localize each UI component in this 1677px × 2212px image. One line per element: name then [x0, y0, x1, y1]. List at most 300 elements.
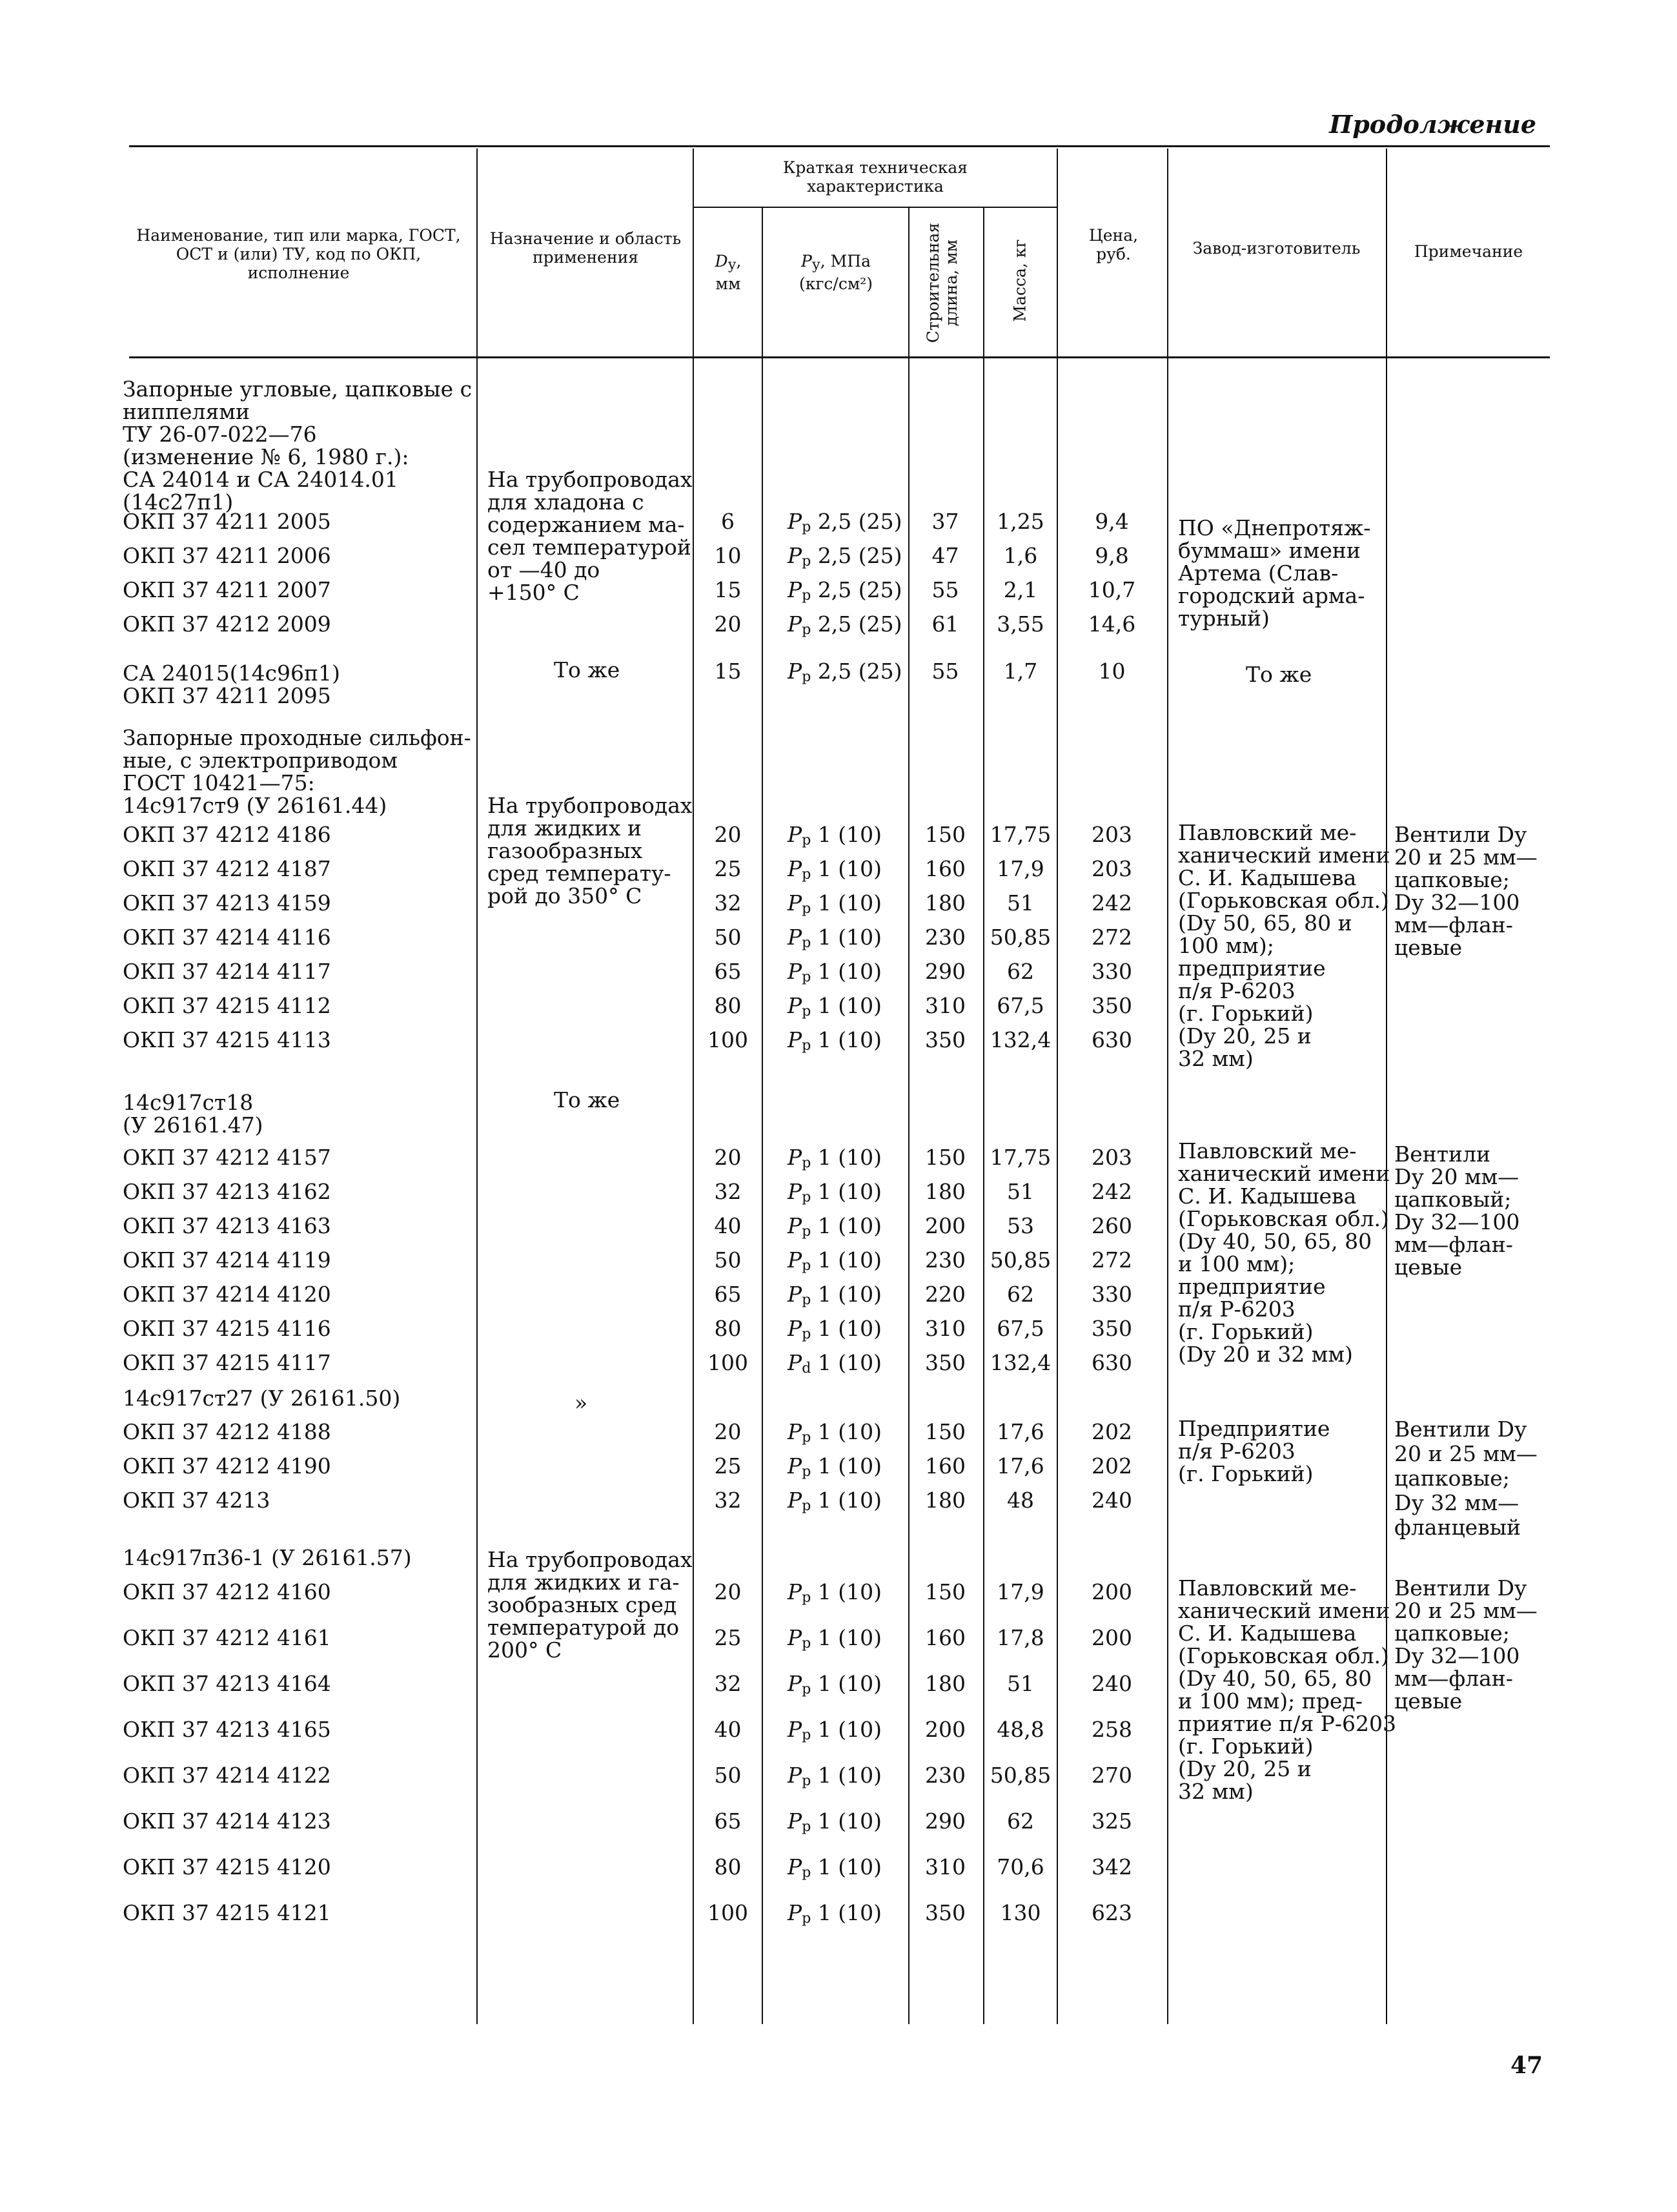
- price-value: 203: [1092, 856, 1132, 881]
- pressure-value: [788, 892, 882, 921]
- dy-value: 15: [714, 577, 742, 602]
- pressure-symbol: P: [788, 1579, 802, 1604]
- mass-value: 67,5: [997, 1316, 1044, 1341]
- length-value: 230: [925, 925, 966, 950]
- header-top-rule: [129, 145, 1550, 147]
- okp-code: ОКП 37 4215 4121: [123, 1900, 331, 1925]
- group4-purpose: То же: [554, 1087, 620, 1112]
- pressure-symbol: P: [788, 890, 802, 916]
- pressure-number: 1 (10): [817, 1419, 882, 1444]
- pressure-symbol: P: [788, 822, 802, 847]
- mass-value: 62: [1007, 959, 1034, 984]
- pressure-symbol: P: [788, 1282, 802, 1307]
- pressure-symbol: P: [788, 1854, 802, 1879]
- okp-code: ОКП 37 4211 2007: [123, 577, 331, 602]
- group6-note: Вентили Dу 20 и 25 мм— цапковые; Dу 32—100 мм—флан- цевые: [1394, 1575, 1538, 1714]
- dy-value: 25: [714, 1625, 742, 1650]
- pressure-value: [788, 1351, 882, 1380]
- dy-value: 32: [714, 1671, 742, 1696]
- pressure-symbol: P: [788, 1717, 802, 1742]
- pressure-value: [788, 1764, 882, 1793]
- pressure-number: 1 (10): [817, 1179, 882, 1204]
- length-value: 230: [925, 1763, 966, 1788]
- mass-value: 17,6: [997, 1453, 1044, 1479]
- mass-value: 17,75: [990, 1145, 1052, 1170]
- okp-code: ОКП 37 4212 4160: [123, 1579, 331, 1604]
- price-value: 260: [1092, 1213, 1132, 1238]
- header-note: Примечание: [1414, 242, 1523, 261]
- price-value: 325: [1092, 1808, 1132, 1834]
- length-value: 55: [931, 659, 959, 684]
- pressure-subscript: р: [802, 622, 811, 638]
- mass-value: 3,55: [997, 611, 1044, 637]
- pressure-number: 1 (10): [817, 822, 882, 847]
- pressure-number: 1 (10): [817, 1145, 882, 1170]
- pressure-number: 1 (10): [817, 1213, 882, 1238]
- pressure-symbol: P: [788, 1488, 802, 1513]
- dy-value: 10: [714, 543, 742, 568]
- pressure-value: [788, 1249, 882, 1278]
- pressure-number: 1 (10): [817, 890, 882, 916]
- length-value: 310: [925, 1854, 966, 1879]
- pressure-number: 1 (10): [817, 1027, 882, 1052]
- price-value: 200: [1092, 1625, 1132, 1650]
- header-dy: $D_у$, мм: [699, 252, 757, 293]
- pressure-subscript: р: [802, 935, 811, 951]
- length-value: 220: [925, 1282, 966, 1307]
- pressure-value: [788, 579, 902, 608]
- pressure-number: 1 (10): [817, 1350, 882, 1375]
- length-value: 160: [925, 1453, 966, 1479]
- pressure-number: 1 (10): [817, 1282, 882, 1307]
- length-value: 61: [931, 611, 959, 637]
- length-value: 180: [925, 1179, 966, 1204]
- header-bottom-rule: [129, 356, 1550, 358]
- mass-value: 17,6: [997, 1419, 1044, 1444]
- price-value: 203: [1092, 822, 1132, 847]
- okp-code: ОКП 37 4215 4112: [123, 993, 331, 1018]
- mass-value: 17,9: [997, 856, 1044, 881]
- header-price: Цена, руб.: [1088, 226, 1139, 263]
- dy-value: 20: [714, 611, 742, 637]
- okp-code: ОКП 37 4212 4157: [123, 1145, 331, 1170]
- dy-value: 65: [714, 959, 742, 984]
- pressure-symbol: P: [788, 959, 802, 984]
- pressure-number: 1 (10): [817, 1763, 882, 1788]
- pressure-symbol: P: [788, 543, 802, 568]
- mass-value: 1,25: [997, 509, 1044, 534]
- price-value: 10: [1098, 659, 1126, 684]
- pressure-symbol: P: [788, 1316, 802, 1341]
- group3-maker: Павловский ме- ханический имени С. И. Кадышева (Горьковская обл.) (Dу 50, 65, 80 и 100 мм); предприятие п/я Р-6203 (г. Горький) (Dу 20, 25 и 32 мм): [1178, 820, 1390, 1071]
- dy-value: 25: [714, 856, 742, 881]
- py-subscript: у: [811, 257, 820, 273]
- pressure-symbol: P: [788, 1671, 802, 1696]
- pressure-subscript: р: [802, 1429, 811, 1446]
- pressure-number: 1 (10): [817, 1625, 882, 1650]
- py-unit-alt: (кгс/см²): [798, 274, 873, 293]
- tech-subheader-rule: [694, 207, 1057, 208]
- pressure-value: [788, 613, 902, 642]
- pressure-subscript: р: [802, 1498, 811, 1514]
- pressure-value: [788, 510, 902, 539]
- group5-maker: Предприятие п/я Р-6203 (г. Горький): [1178, 1416, 1330, 1486]
- okp-code: ОКП 37 4213 4165: [123, 1717, 331, 1742]
- pressure-subscript: р: [802, 1038, 811, 1054]
- pressure-subscript: р: [802, 969, 811, 985]
- dy-value: 100: [707, 1900, 748, 1925]
- page-number: 47: [1510, 2052, 1543, 2079]
- mass-value: 130: [1000, 1900, 1041, 1925]
- okp-code: ОКП 37 4214 4116: [123, 925, 331, 950]
- length-value: 150: [925, 1419, 966, 1444]
- length-value: 200: [925, 1717, 966, 1742]
- pressure-subscript: р: [802, 519, 811, 535]
- mass-value: 17,75: [990, 822, 1052, 847]
- okp-code: ОКП 37 4214 4123: [123, 1808, 331, 1834]
- price-value: 240: [1092, 1488, 1132, 1513]
- length-value: 150: [925, 1145, 966, 1170]
- group5-purpose: »: [574, 1390, 588, 1415]
- length-value: 290: [925, 1808, 966, 1834]
- pressure-subscript: р: [802, 1865, 811, 1881]
- pressure-number: 1 (10): [817, 925, 882, 950]
- group2-maker: То же: [1246, 662, 1312, 687]
- dy-value: 25: [714, 1453, 742, 1479]
- col-rule-2: [693, 148, 694, 2024]
- pressure-subscript: р: [802, 1910, 811, 1927]
- pressure-number: 1 (10): [817, 1671, 882, 1696]
- pressure-symbol: P: [788, 993, 802, 1018]
- header-py: [767, 252, 905, 293]
- mass-value: 17,9: [997, 1579, 1044, 1604]
- dy-value: 20: [714, 822, 742, 847]
- pressure-value: [788, 660, 902, 689]
- price-value: 330: [1092, 1282, 1132, 1307]
- price-value: 9,4: [1095, 509, 1129, 534]
- pressure-number: 1 (10): [817, 1717, 882, 1742]
- pressure-symbol: P: [788, 1419, 802, 1444]
- price-value: 630: [1092, 1027, 1132, 1052]
- pressure-subscript: р: [802, 588, 811, 604]
- dy-value: 50: [714, 1247, 742, 1273]
- pressure-subscript: р: [802, 866, 811, 883]
- pressure-value: [788, 1029, 882, 1058]
- length-value: 350: [925, 1350, 966, 1375]
- pressure-symbol: P: [788, 1625, 802, 1650]
- price-value: 202: [1092, 1453, 1132, 1479]
- mass-value: 62: [1007, 1282, 1034, 1307]
- dy-subscript: у: [727, 257, 737, 273]
- pressure-value: [788, 1489, 882, 1518]
- okp-code: ОКП 37 4212 4187: [123, 856, 331, 881]
- pressure-subscript: р: [802, 553, 811, 569]
- price-value: 10,7: [1088, 577, 1136, 602]
- pressure-value: [788, 1420, 882, 1449]
- pressure-subscript: р: [802, 1681, 811, 1697]
- dy-value: 15: [714, 659, 742, 684]
- length-value: 55: [931, 577, 959, 602]
- okp-code: ОКП 37 4215 4116: [123, 1316, 331, 1341]
- mass-value: 48: [1007, 1488, 1034, 1513]
- pressure-number: 2,5 (25): [817, 509, 902, 534]
- dy-value: 80: [714, 1316, 742, 1341]
- mass-value: 132,4: [990, 1027, 1052, 1052]
- pressure-value: [788, 1581, 882, 1610]
- price-value: 200: [1092, 1579, 1132, 1604]
- okp-code: ОКП 37 4212 2009: [123, 611, 331, 637]
- group3-name: Запорные проходные сильфон- ные, с электроприводом ГОСТ 10421—75: 14с917ст9 (У 26161.44): [123, 725, 471, 818]
- pressure-subscript: р: [802, 1189, 811, 1205]
- pressure-subscript: р: [802, 1727, 811, 1743]
- pressure-symbol: P: [788, 1453, 802, 1479]
- price-value: 202: [1092, 1419, 1132, 1444]
- pressure-value: [788, 857, 882, 886]
- mass-value: 132,4: [990, 1350, 1052, 1375]
- group6-name: 14с917п36-1 (У 26161.57): [123, 1545, 412, 1570]
- mass-value: 50,85: [990, 1763, 1052, 1788]
- pressure-symbol: P: [788, 1027, 802, 1052]
- pressure-symbol: P: [788, 1145, 802, 1170]
- mass-value: 2,1: [1003, 577, 1038, 602]
- dy-value: 80: [714, 993, 742, 1018]
- mass-value: 51: [1007, 1671, 1034, 1696]
- length-value: 150: [925, 1579, 966, 1604]
- pressure-number: 2,5 (25): [817, 611, 902, 637]
- dy-value: 6: [721, 509, 735, 534]
- pressure-number: 1 (10): [817, 1808, 882, 1834]
- price-value: 242: [1092, 1179, 1132, 1204]
- pressure-number: 2,5 (25): [817, 659, 902, 684]
- price-value: 9,8: [1095, 543, 1129, 568]
- price-value: 270: [1092, 1763, 1132, 1788]
- pressure-value: [788, 1317, 882, 1346]
- pressure-symbol: P: [788, 1763, 802, 1788]
- dy-value: 20: [714, 1579, 742, 1604]
- pressure-value: [788, 1214, 882, 1244]
- pressure-value: [788, 1672, 882, 1701]
- pressure-number: 1 (10): [817, 1854, 882, 1879]
- header-purpose: Назначение и область применения: [489, 229, 682, 267]
- pressure-value: [788, 994, 882, 1023]
- price-value: 350: [1092, 993, 1132, 1018]
- dy-symbol: D: [715, 252, 728, 271]
- price-value: 242: [1092, 890, 1132, 916]
- price-value: 272: [1092, 925, 1132, 950]
- pressure-symbol: P: [788, 659, 802, 684]
- dy-value: 20: [714, 1145, 742, 1170]
- okp-code: ОКП 37 4215 4113: [123, 1027, 331, 1052]
- group4-note: Вентили Dу 20 мм— цапковый; Dу 32—100 мм—флан- цевые: [1394, 1142, 1520, 1280]
- py-symbol: P: [801, 252, 812, 271]
- page-heading: Продолжение: [1329, 110, 1536, 139]
- price-value: 623: [1092, 1900, 1132, 1925]
- group4-name: 14с917ст18 (У 26161.47): [123, 1090, 263, 1138]
- pressure-symbol: P: [788, 1213, 802, 1238]
- okp-code: ОКП 37 4212 4161: [123, 1625, 331, 1650]
- group2-purpose: То же: [554, 657, 620, 682]
- pressure-subscript: р: [802, 1819, 811, 1835]
- okp-code: ОКП 37 4211 2006: [123, 543, 331, 568]
- pressure-number: 1 (10): [817, 1488, 882, 1513]
- pressure-value: [788, 1180, 882, 1209]
- pressure-value: [788, 1146, 882, 1175]
- dy-value: 40: [714, 1213, 742, 1238]
- length-value: 310: [925, 993, 966, 1018]
- okp-code: ОКП 37 4213 4162: [123, 1179, 331, 1204]
- header-length: Строительная длина, мм: [924, 222, 960, 343]
- pressure-subscript: р: [802, 1224, 811, 1240]
- pressure-number: 1 (10): [817, 1316, 882, 1341]
- dy-value: 65: [714, 1282, 742, 1307]
- price-value: 258: [1092, 1717, 1132, 1742]
- mass-value: 70,6: [997, 1854, 1044, 1879]
- pressure-value: [788, 926, 882, 955]
- okp-code: ОКП 37 4213 4164: [123, 1671, 331, 1696]
- mass-value: 62: [1007, 1808, 1034, 1834]
- pressure-value: [788, 1455, 882, 1484]
- header-name: Наименование, тип или марка, ГОСТ, ОСТ и (или) ТУ, код по ОКП, исполнение: [136, 226, 461, 282]
- pressure-subscript: р: [802, 1635, 811, 1652]
- pressure-number: 2,5 (25): [817, 543, 902, 568]
- py-unit: , МПа: [820, 252, 871, 271]
- mass-value: 1,6: [1003, 543, 1038, 568]
- group1-purpose: На трубопроводах для хладона с содержанием ма- сел температурой от —40 до +150° С: [487, 467, 693, 605]
- dy-unit: мм: [715, 274, 741, 293]
- group6-purpose: На трубопроводах для жидких и га- зообразных сред температурой до 200° С: [487, 1547, 693, 1663]
- length-value: 290: [925, 959, 966, 984]
- dy-value: 32: [714, 1488, 742, 1513]
- mass-value: 48,8: [997, 1717, 1044, 1742]
- okp-code: ОКП 37 4211 2005: [123, 509, 331, 534]
- okp-code: ОКП 37 4214 4120: [123, 1282, 331, 1307]
- okp-code: ОКП 37 4212 4188: [123, 1419, 331, 1444]
- dy-value: 20: [714, 1419, 742, 1444]
- pressure-number: 2,5 (25): [817, 577, 902, 602]
- pressure-subscript: р: [802, 901, 811, 917]
- pressure-symbol: P: [788, 611, 802, 637]
- okp-code: ОКП 37 4213: [123, 1488, 270, 1513]
- length-value: 180: [925, 1671, 966, 1696]
- pressure-number: 1 (10): [817, 959, 882, 984]
- dy-value: 32: [714, 1179, 742, 1204]
- price-value: 350: [1092, 1316, 1132, 1341]
- pressure-number: 1 (10): [817, 1247, 882, 1273]
- pressure-number: 1 (10): [817, 993, 882, 1018]
- okp-code: ОКП 37 4215 4117: [123, 1350, 331, 1375]
- price-value: 342: [1092, 1854, 1132, 1879]
- pressure-subscript: р: [802, 1155, 811, 1171]
- dy-value: 40: [714, 1717, 742, 1742]
- pressure-subscript: р: [802, 1773, 811, 1789]
- dy-value: 32: [714, 890, 742, 916]
- pressure-value: [788, 1856, 882, 1885]
- group2-name: СА 24015(14с96п1) ОКП 37 4211 2095: [123, 661, 340, 708]
- dy-value: 100: [707, 1350, 748, 1375]
- okp-code: ОКП 37 4213 4163: [123, 1213, 331, 1238]
- dy-value: 80: [714, 1854, 742, 1879]
- group5-name: 14с917ст27 (У 26161.50): [123, 1386, 401, 1411]
- pressure-value: [788, 1718, 882, 1747]
- length-value: 180: [925, 890, 966, 916]
- length-value: 37: [931, 509, 959, 534]
- price-value: 272: [1092, 1247, 1132, 1273]
- dy-value: 65: [714, 1808, 742, 1834]
- group1-name: Запорные угловые, цапковые с ниппелями ТУ 26-07-022—76 (изменение № 6, 1980 г.): СА 24014 и СА 24014.01 (14с27п1): [123, 376, 473, 515]
- length-value: 47: [931, 543, 959, 568]
- col-rule-7: [1167, 148, 1168, 2024]
- pressure-symbol: P: [788, 1808, 802, 1834]
- mass-value: 50,85: [990, 1247, 1052, 1273]
- pressure-value: [788, 1810, 882, 1839]
- mass-value: 67,5: [997, 993, 1044, 1018]
- dy-value: 100: [707, 1027, 748, 1052]
- col-rule-5: [983, 208, 984, 2024]
- length-value: 150: [925, 822, 966, 847]
- header-maker: Завод-изготовитель: [1192, 239, 1361, 258]
- mass-value: 51: [1007, 1179, 1034, 1204]
- mass-value: 51: [1007, 890, 1034, 916]
- length-value: 350: [925, 1027, 966, 1052]
- pressure-value: [788, 1283, 882, 1312]
- col-rule-1: [476, 148, 478, 2024]
- length-value: 160: [925, 856, 966, 881]
- pressure-subscript: р: [802, 1590, 811, 1606]
- col-rule-6: [1057, 148, 1058, 2024]
- header-mass: Масса, кг: [1010, 239, 1030, 322]
- length-value: 310: [925, 1316, 966, 1341]
- pressure-value: [788, 1901, 882, 1930]
- dy-value: 50: [714, 1763, 742, 1788]
- pressure-number: 1 (10): [817, 1453, 882, 1479]
- pressure-symbol: P: [788, 1179, 802, 1204]
- okp-code: ОКП 37 4212 4190: [123, 1453, 331, 1479]
- pressure-subscript: р: [802, 1003, 811, 1019]
- price-value: 240: [1092, 1671, 1132, 1696]
- okp-code: ОКП 37 4214 4119: [123, 1247, 331, 1273]
- pressure-subscript: р: [802, 832, 811, 848]
- pressure-symbol: P: [788, 925, 802, 950]
- group1-maker: ПО «Днепротяж- буммаш» имени Артема (Слав- городский арма- турный): [1178, 515, 1371, 631]
- mass-value: 17,8: [997, 1625, 1044, 1650]
- mass-value: 50,85: [990, 925, 1052, 950]
- pressure-value: [788, 960, 882, 989]
- length-value: 160: [925, 1625, 966, 1650]
- header-tech: Краткая техническая характеристика: [782, 158, 968, 196]
- pressure-subscript: р: [802, 1292, 811, 1308]
- length-value: 350: [925, 1900, 966, 1925]
- pressure-value: [788, 823, 882, 852]
- pressure-subscript: р: [802, 669, 811, 685]
- pressure-symbol: P: [788, 1247, 802, 1273]
- price-value: 330: [1092, 959, 1132, 984]
- pressure-subscript: р: [802, 1464, 811, 1480]
- col-rule-3: [762, 208, 763, 2024]
- price-value: 203: [1092, 1145, 1132, 1170]
- pressure-symbol: P: [788, 1350, 802, 1375]
- pressure-number: 1 (10): [817, 856, 882, 881]
- group6-maker: Павловский ме- ханический имени С. И. Кадышева (Горьковская обл.) (Dу 40, 50, 65, 80 и 100 мм); пред- приятие п/я Р-6203 (г. Горький) (Dу 20, 25 и 32 мм): [1178, 1575, 1396, 1804]
- pressure-number: 1 (10): [817, 1579, 882, 1604]
- pressure-symbol: P: [788, 577, 802, 602]
- pressure-subscript: р: [802, 1258, 811, 1274]
- length-value: 230: [925, 1247, 966, 1273]
- pressure-subscript: р: [802, 1326, 811, 1342]
- group3-purpose: На трубопроводах для жидких и газообразных сред температу- рой до 350° С: [487, 793, 693, 908]
- pressure-subscript: d: [802, 1360, 811, 1377]
- price-value: 630: [1092, 1350, 1132, 1375]
- group4-maker: Павловский ме- ханический имени С. И. Кадышева (Горьковская обл.) (Dу 40, 50, 65, 80 и 100 мм); предприятие п/я Р-6203 (г. Горький) (Dу 20 и 32 мм): [1178, 1138, 1390, 1367]
